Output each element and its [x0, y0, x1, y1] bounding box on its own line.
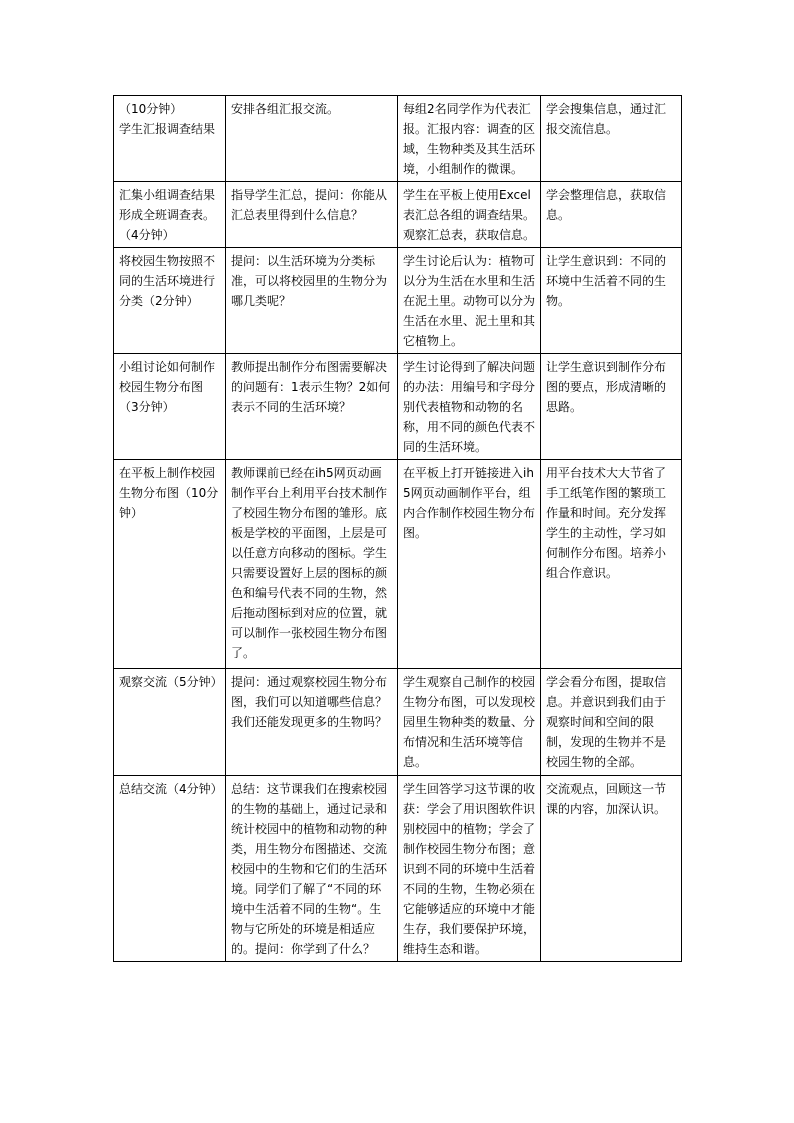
teacher-activity-cell: 安排各组汇报交流。: [226, 96, 398, 182]
lesson-plan-table: [113, 95, 682, 962]
student-activity-cell: 学生回答学习这节课的收获：学会了用识图软件识别校园中的植物；学会了制作校园生物分布图；意识到不同的环境中生活着不同的生物，生物必须在它能够适应的环境中才能生存，我们要保护环境，维持生态和谐。: [398, 776, 541, 962]
student-activity-cell: 学生观察自己制作的校园生物分布图，可以发现校园里生物种类的数量、分布情况和生活环境等信息。: [398, 669, 541, 776]
table-row: [114, 182, 682, 248]
design-purpose-cell: 学会看分布图，提取信息。并意识到我们由于观察时间和空间的限制，发现的生物并不是校园生物的全部。: [541, 669, 682, 776]
teacher-activity-cell: 提问：通过观察校园生物分布图，我们可以知道哪些信息？我们还能发现更多的生物吗？: [226, 669, 398, 776]
stage-cell: 将校园生物按照不同的生活环境进行分类（2分钟）: [114, 248, 226, 354]
teacher-activity-cell: 总结：这节课我们在搜索校园的生物的基础上，通过记录和统计校园中的植物和动物的种类，用生物分布图描述、交流校园中的生物和它们的生活环境。同学们了解了“不同的环境中生活着不同的生物“。生物与它所处的环境是相适应的。提问：你学到了什么？: [226, 776, 398, 962]
stage-cell: 汇集小组调查结果形成全班调查表。（4分钟）: [114, 182, 226, 248]
table-row: [114, 96, 682, 182]
stage-cell: 在平板上制作校园生物分布图（10分钟）: [114, 460, 226, 669]
design-purpose-cell: 学会整理信息，获取信息。: [541, 182, 682, 248]
teacher-activity-cell: 提问：以生活环境为分类标准，可以将校园里的生物分为哪几类呢？: [226, 248, 398, 354]
teacher-activity-cell: 教师提出制作分布图需要解决的问题有：1表示生物？2如何表示不同的生活环境？: [226, 354, 398, 460]
design-purpose-cell: 让学生意识到：不同的环境中生活着不同的生物。: [541, 248, 682, 354]
table-row: [114, 776, 682, 962]
student-activity-cell: 每组2名同学作为代表汇报。汇报内容：调查的区域，生物种类及其生活环境，小组制作的微课。: [398, 96, 541, 182]
student-activity-cell: 学生讨论得到了解决问题的办法：用编号和字母分别代表植物和动物的名称，用不同的颜色代表不同的生活环境。: [398, 354, 541, 460]
table-row: [114, 248, 682, 354]
design-purpose-cell: 用平台技术大大节省了手工纸笔作图的繁琐工作量和时间。充分发挥学生的主动性，学习如何制作分布图。培养小组合作意识。: [541, 460, 682, 669]
student-activity-cell: 学生讨论后认为：植物可以分为生活在水里和生活在泥土里。动物可以分为生活在水里、泥土里和其它植物上。: [398, 248, 541, 354]
table-row: [114, 354, 682, 460]
stage-cell: [114, 96, 226, 182]
design-purpose-cell: 交流观点，回顾这一节课的内容，加深认识。: [541, 776, 682, 962]
stage-cell: 总结交流（4分钟）: [114, 776, 226, 962]
stage-cell: 小组讨论如何制作校园生物分布图（3分钟）: [114, 354, 226, 460]
design-purpose-cell: 让学生意识到制作分布图的要点，形成清晰的思路。: [541, 354, 682, 460]
table-row: [114, 460, 682, 669]
teacher-activity-cell: 教师课前已经在ih5网页动画制作平台上利用平台技术制作了校园生物分布图的雏形。底板是学校的平面图，上层是可以任意方向移动的图标。学生只需要设置好上层的图标的颜色和编号代表不同的生物，然后拖动图标到对应的位置，就可以制作一张校园生物分布图了。: [226, 460, 398, 669]
design-purpose-cell: 学会搜集信息，通过汇报交流信息。: [541, 96, 682, 182]
teacher-activity-cell: 指导学生汇总，提问：你能从汇总表里得到什么信息？: [226, 182, 398, 248]
student-activity-cell: 学生在平板上使用Excel表汇总各组的调查结果。观察汇总表，获取信息。: [398, 182, 541, 248]
student-activity-cell: 在平板上打开链接进入ih5网页动画制作平台，组内合作制作校园生物分布图。: [398, 460, 541, 669]
stage-line: （10分钟） 学生汇报调查结果: [119, 102, 216, 136]
table-row: [114, 669, 682, 776]
stage-cell: 观察交流（5分钟）: [114, 669, 226, 776]
